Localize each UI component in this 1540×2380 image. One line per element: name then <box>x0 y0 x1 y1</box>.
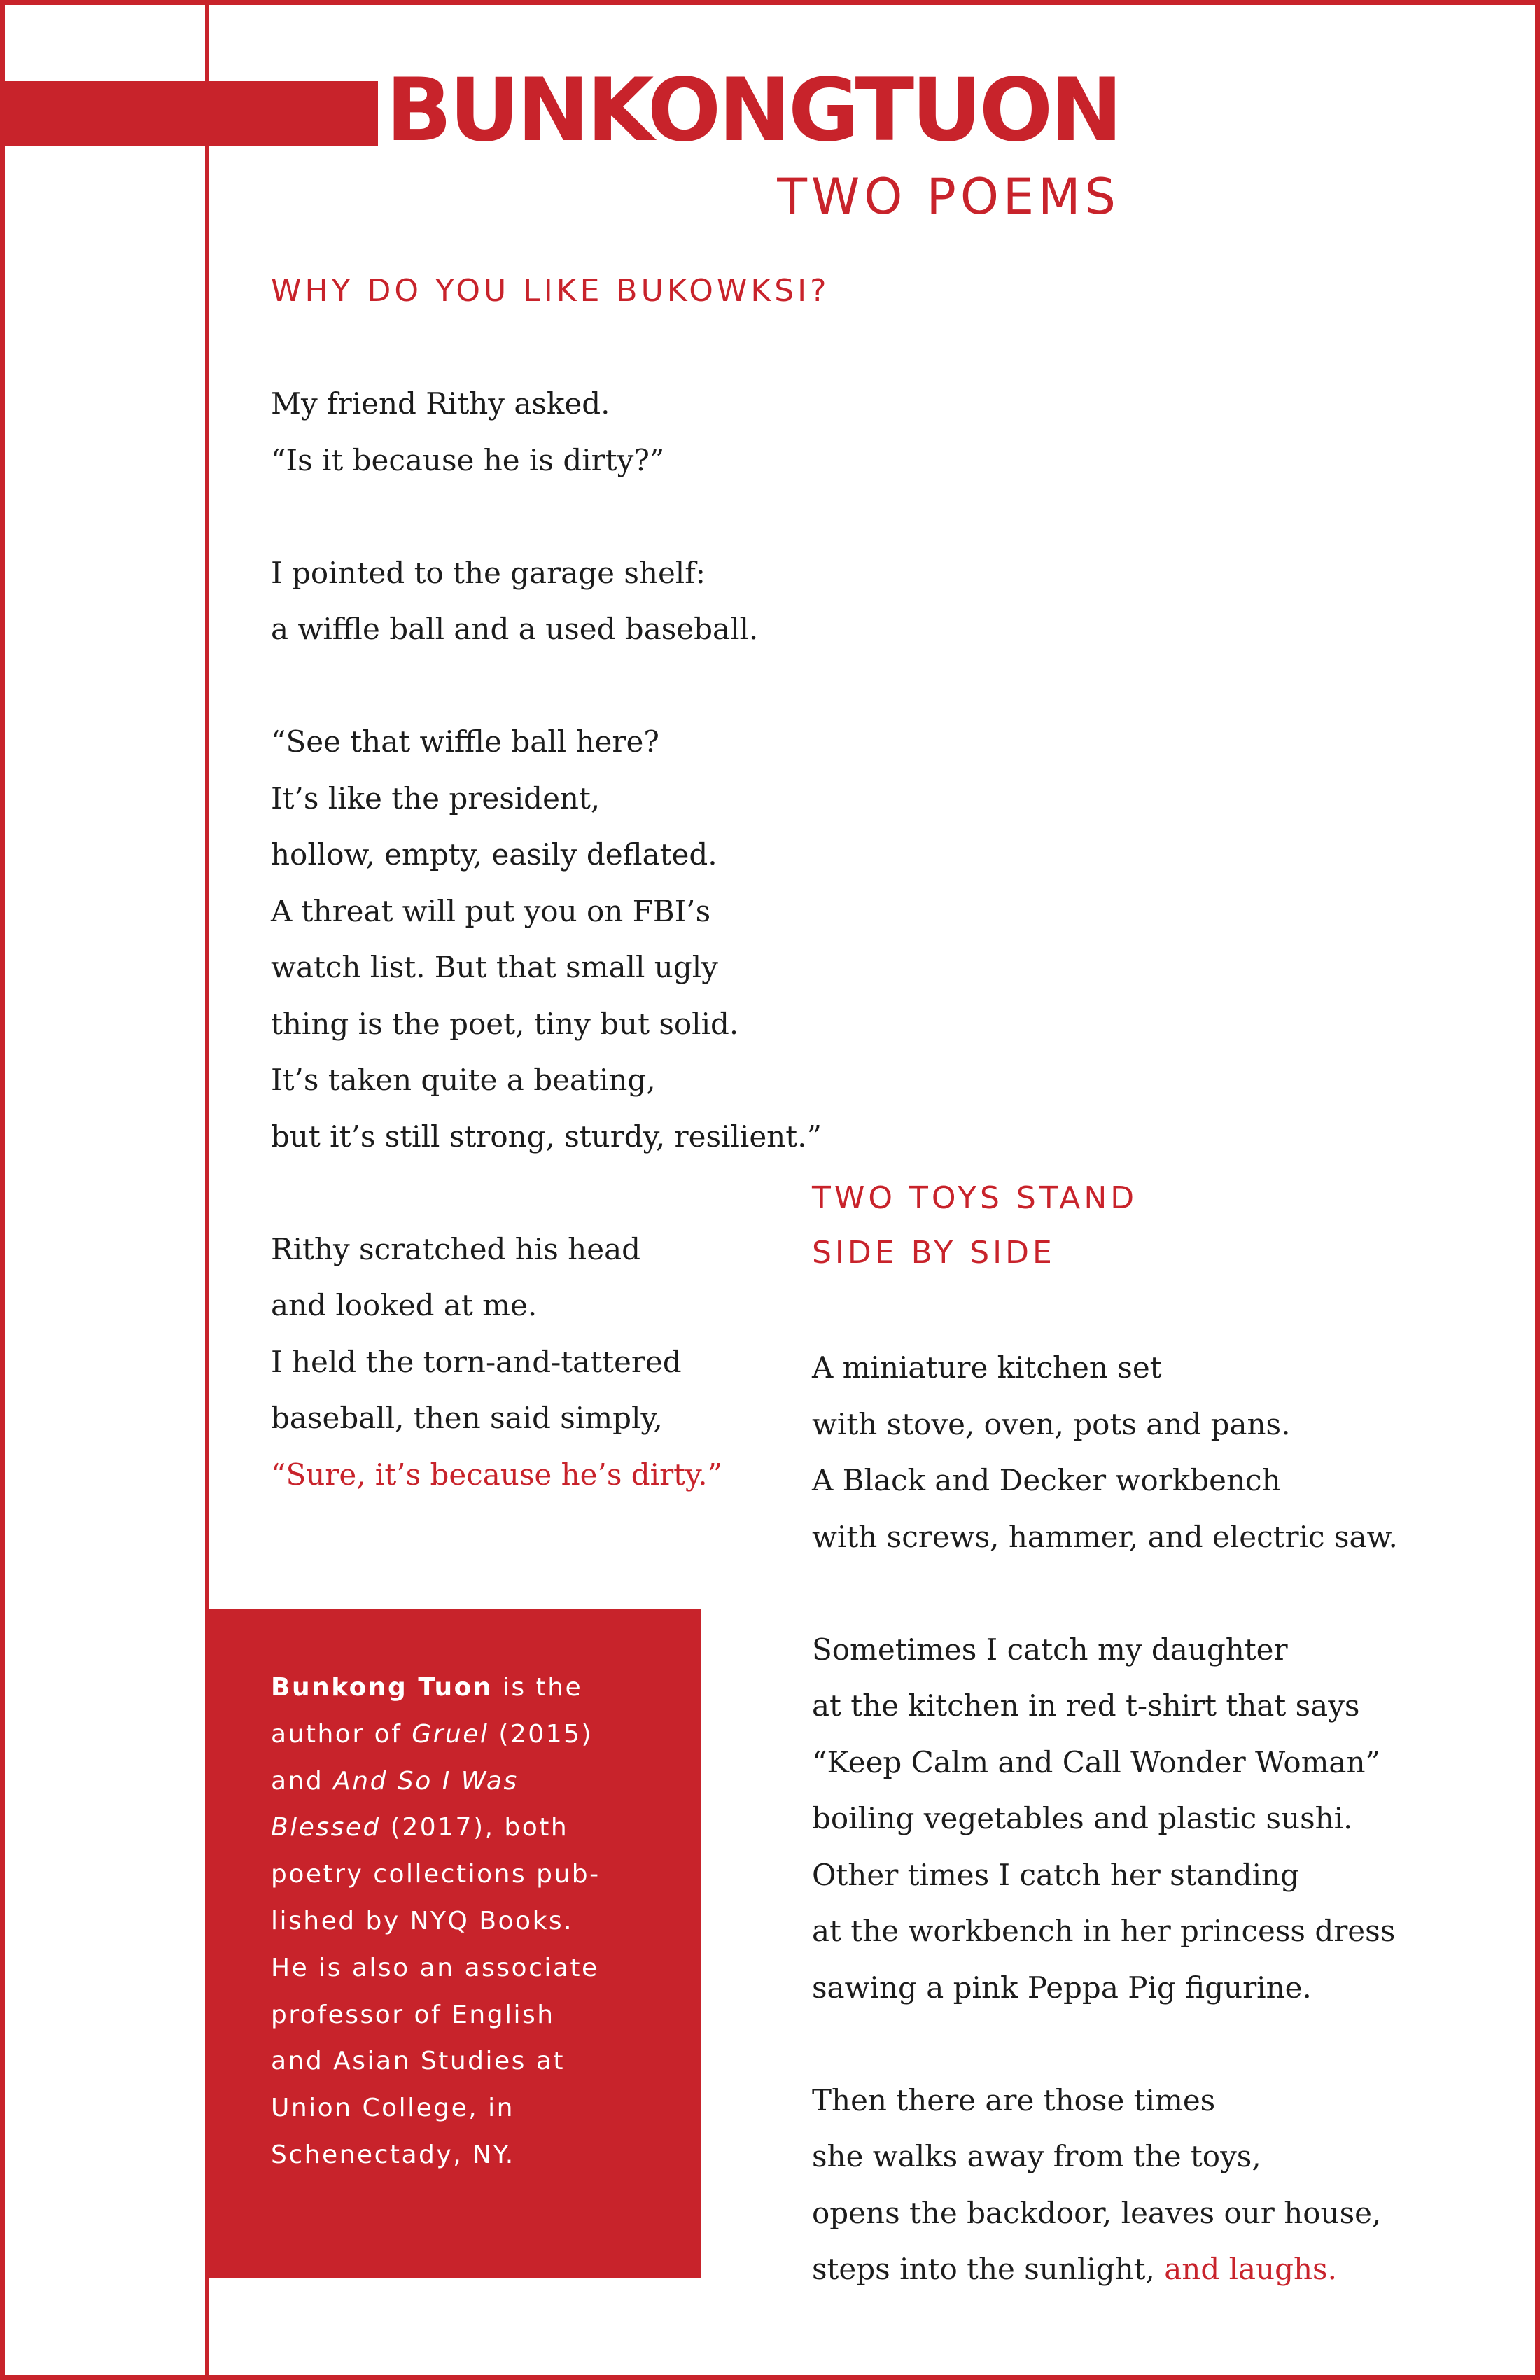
poem-line: hollow, empty, easily deflated. <box>271 837 718 872</box>
bio-line: professor of English <box>271 2000 555 2029</box>
poem-line: a wiffle ball and a used baseball. <box>271 612 759 646</box>
bio-line <box>271 1665 701 1712</box>
poem-line: Rithy scratched his head <box>271 1231 641 1266</box>
poem-line: thing is the poet, tiny but solid. <box>271 1006 739 1041</box>
poem2-body <box>812 1340 1398 2298</box>
poem-line: but it’s still strong, sturdy, resilient.” <box>271 1119 822 1154</box>
poem-line: “Is it because he is dirty?” <box>271 442 665 477</box>
bio-text: author of <box>271 1719 412 1749</box>
poem-line: A miniature kitchen set <box>812 1350 1162 1385</box>
poem-line: at the kitchen in red t-shirt that says <box>812 1688 1360 1723</box>
poem-line: with screws, hammer, and electric saw. <box>812 1519 1398 1554</box>
poem-line: watch list. But that small ugly <box>271 950 718 984</box>
bio-line <box>271 1758 701 1805</box>
poem-line: I pointed to the garage shelf: <box>271 555 706 590</box>
poem-line: she walks away from the toys, <box>812 2139 1261 2174</box>
author-name: BUNKONGTUON <box>386 60 1120 161</box>
author-bio-box <box>209 1609 701 2278</box>
poem2-stanza-3 <box>812 2073 1398 2298</box>
poem-line: It’s like the president, <box>271 780 601 816</box>
poem-line: “See that wiffle ball here? <box>271 724 659 759</box>
poem2-title-line: SIDE BY SIDE <box>812 1235 1056 1270</box>
poem-line: and looked at me. <box>271 1288 538 1322</box>
bio-line: and Asian Studies at <box>271 2047 566 2076</box>
bio-book-title: And So I Was <box>333 1766 519 1795</box>
bio-line: He is also an associate <box>271 1953 599 1982</box>
poem1-stanza-4 <box>271 1222 822 1504</box>
poem-line: Other times I catch her standing <box>812 1857 1299 1892</box>
bio-line: poetry collections pub- <box>271 1860 601 1889</box>
header-accent-bar <box>0 81 378 146</box>
poem1-stanza-3 <box>271 714 822 1165</box>
bio-line: lished by NYQ Books. <box>271 1906 574 1935</box>
poem-line: It’s taken quite a beating, <box>271 1063 656 1097</box>
poem-line: baseball, then said simply, <box>271 1401 663 1435</box>
bio-author-name: Bunkong Tuon <box>271 1673 493 1702</box>
poem1-title-text: WHY DO YOU LIKE BUKOWKSI? <box>271 273 830 309</box>
bio-text: is the <box>492 1673 583 1702</box>
poem-line: sawing a pink Peppa Pig figurine. <box>812 1970 1312 2005</box>
poem2-title-line: TWO TOYS STAND <box>812 1180 1138 1216</box>
poem-line: opens the backdoor, leaves our house, <box>812 2195 1382 2230</box>
bio-text: (2015) <box>489 1719 594 1749</box>
poem-final-line: “Sure, it’s because he’s dirty.” <box>271 1457 723 1492</box>
poem2-stanza-2 <box>812 1622 1398 2017</box>
poem-line: A threat will put you on FBI’s <box>271 893 711 928</box>
bio-text: and <box>271 1766 334 1795</box>
poem2-stanza-1 <box>812 1340 1398 1565</box>
poem-line: Sometimes I catch my daughter <box>812 1632 1288 1667</box>
bio-book-title: Blessed <box>271 1813 381 1842</box>
final-line-accent: and laughs. <box>1164 2252 1337 2286</box>
bio-line <box>271 1712 701 1758</box>
poem1-title <box>271 264 830 318</box>
subtitle: TWO POEMS <box>777 168 1120 225</box>
author-bio <box>271 1665 701 2179</box>
poem-final-line <box>812 2241 1398 2298</box>
poem-line: A Black and Decker workbench <box>812 1463 1281 1497</box>
poem2-title <box>812 1171 1138 1280</box>
poem1-stanza-1 <box>271 376 822 489</box>
bio-line <box>271 1805 701 1851</box>
poem-line: Then there are those times <box>812 2082 1216 2118</box>
bio-line: Schenectady, NY. <box>271 2140 515 2169</box>
poem-line: at the workbench in her princess dress <box>812 1914 1396 1948</box>
bio-line: Union College, in <box>271 2094 514 2123</box>
poem-line: “Keep Calm and Call Wonder Woman” <box>812 1744 1380 1779</box>
poem-line: with stove, oven, pots and pans. <box>812 1406 1291 1441</box>
poem-line: boiling vegetables and plastic sushi. <box>812 1801 1353 1835</box>
poem1-body <box>271 376 822 1503</box>
bio-text: (2017), both <box>380 1813 569 1842</box>
poem-line: My friend Rithy asked. <box>271 386 610 421</box>
poem1-stanza-2 <box>271 545 822 658</box>
bio-book-title: Gruel <box>412 1719 489 1749</box>
final-line-text: steps into the sunlight, <box>812 2252 1165 2286</box>
poem-line: I held the torn-and-tattered <box>271 1344 682 1379</box>
